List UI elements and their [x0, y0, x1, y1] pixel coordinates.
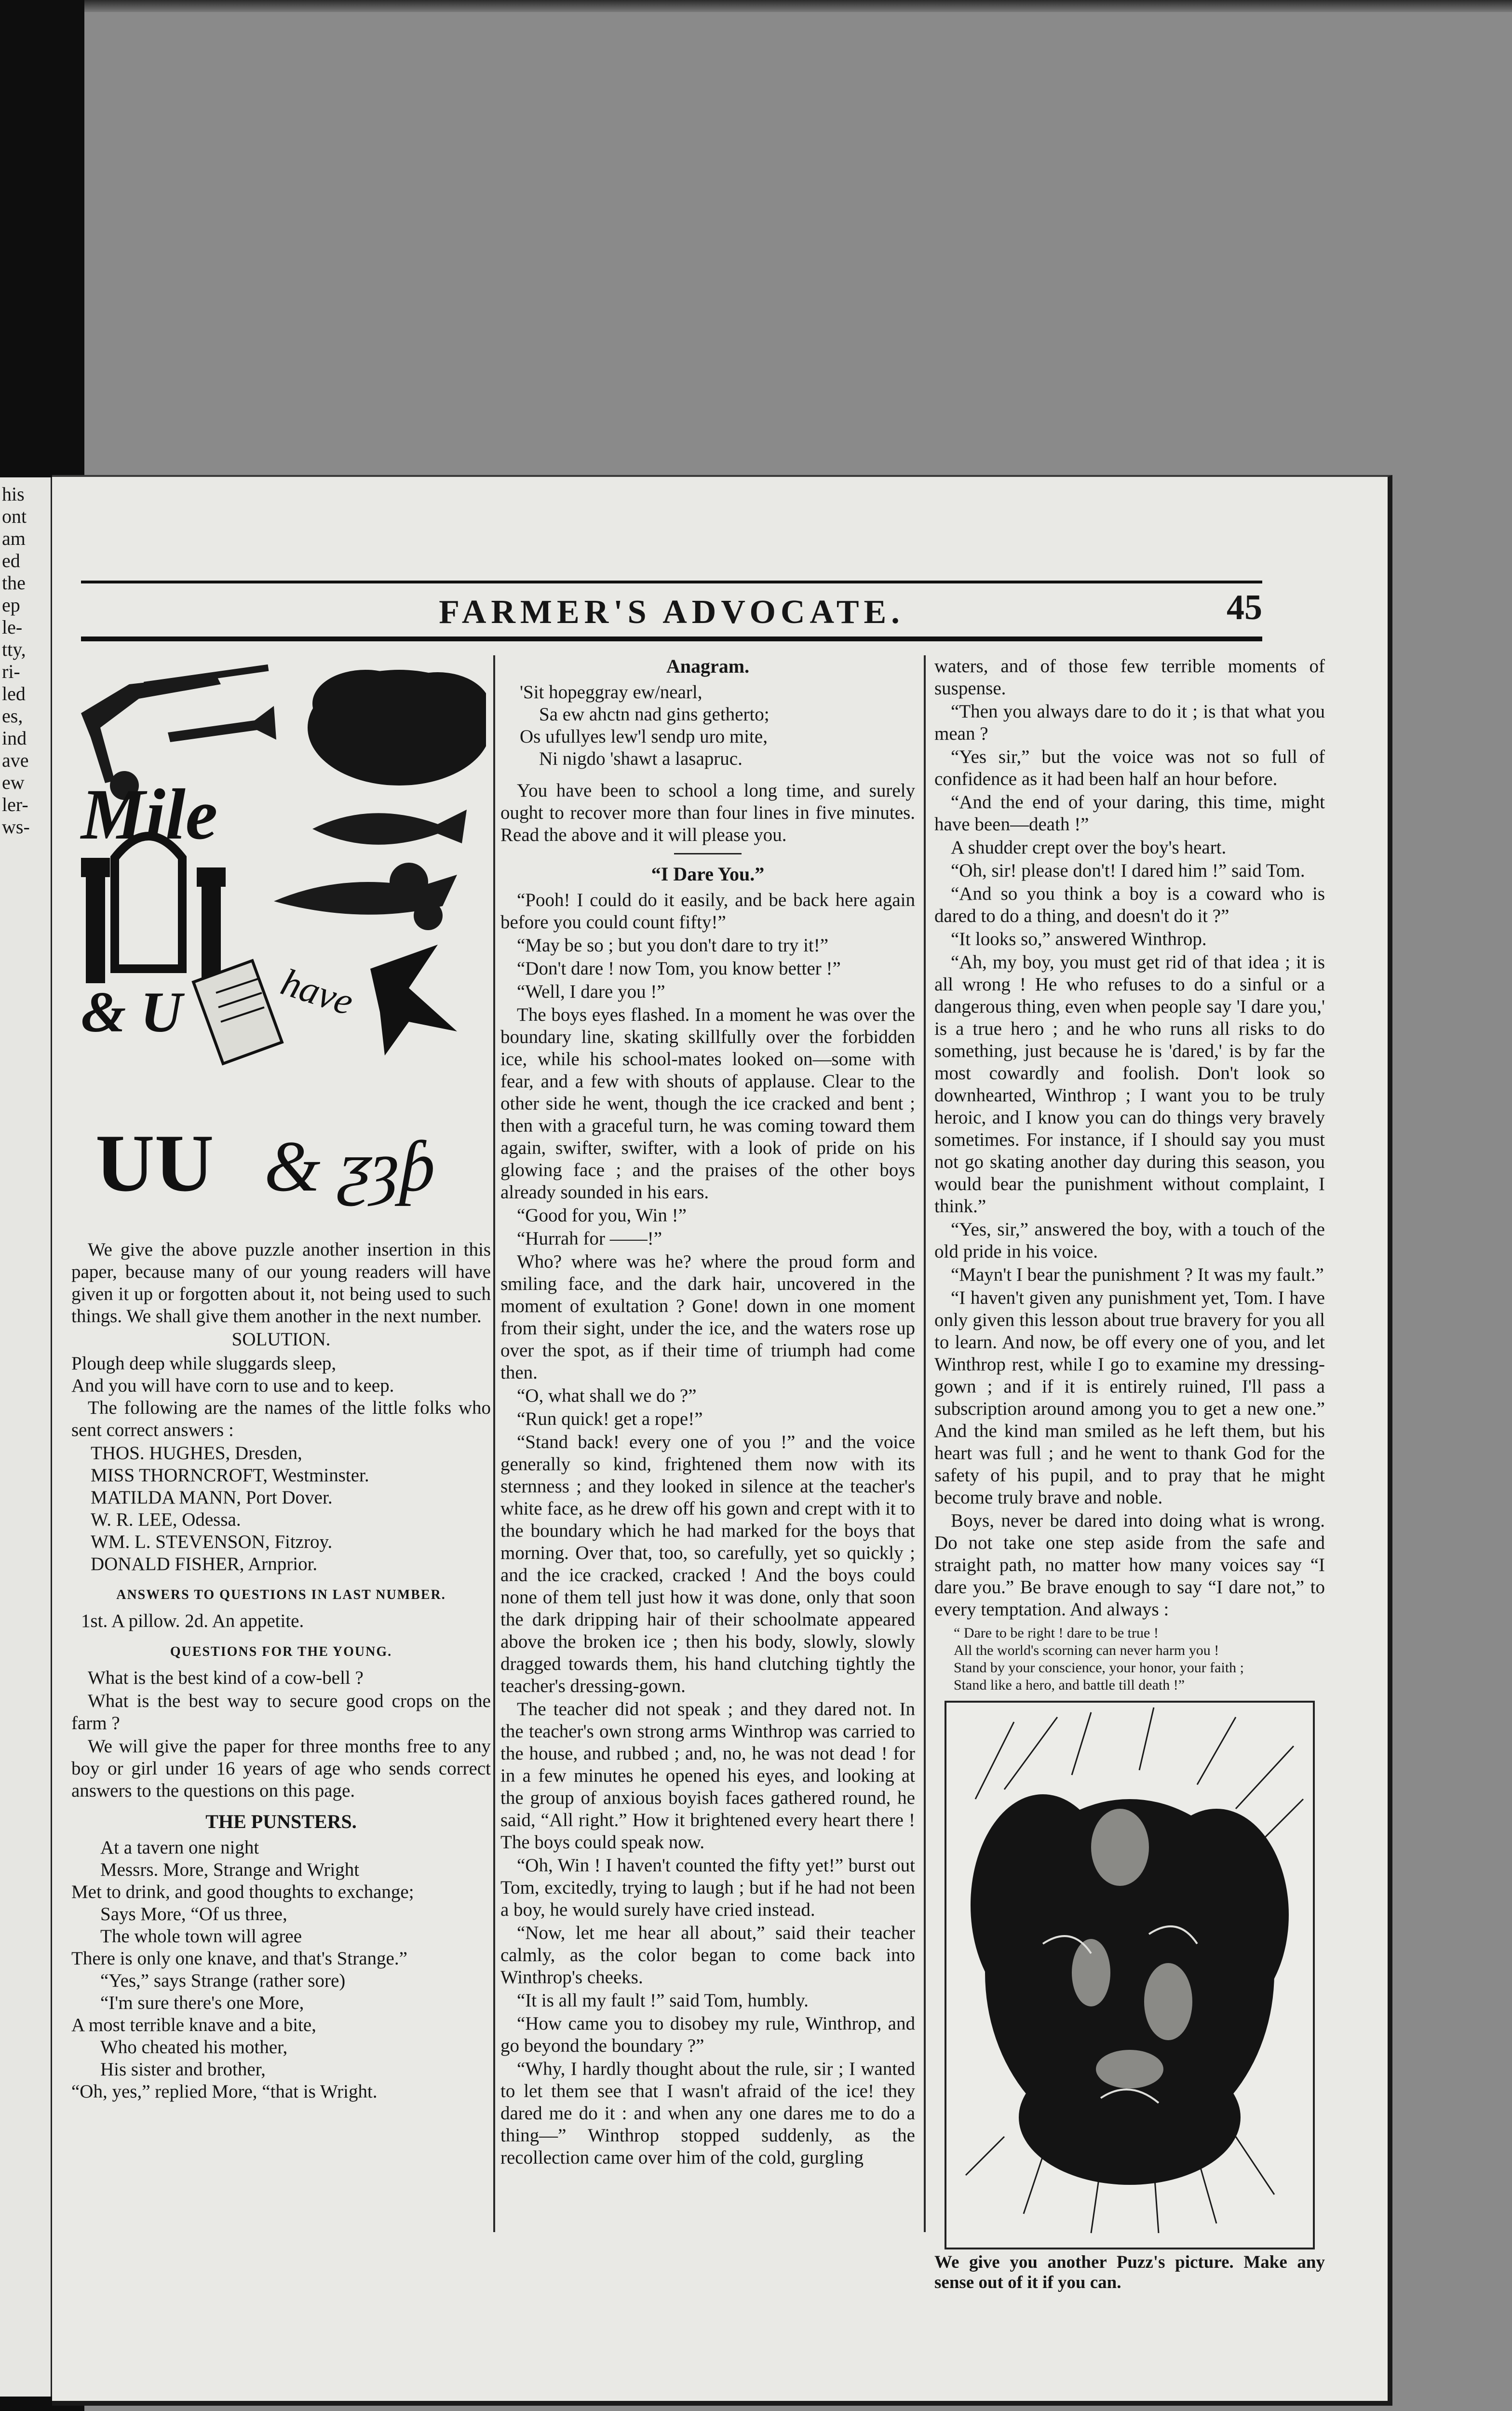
page-title: FARMER'S ADVOCATE.: [439, 594, 904, 631]
solution-heading: SOLUTION.: [231, 1329, 331, 1350]
question: What is the best way to secure good crops on the farm ?: [71, 1691, 491, 1734]
rebus-word-mile: Mile: [81, 774, 218, 854]
anagram-line: Os ufullyes lew'l sendp uro mite,: [520, 726, 768, 747]
previous-page-fragment: am: [2, 528, 26, 549]
story-paragraph: waters, and of those few terrible moments of suspense.: [934, 656, 1325, 699]
trumpet-icon: [168, 706, 276, 742]
story-paragraph: “Good for you, Win !”: [517, 1205, 687, 1226]
solver-name: THOS. HUGHES, Dresden,: [91, 1443, 302, 1463]
previous-page-fragment: ri-: [2, 661, 20, 682]
story-paragraph: “Yes, sir,” answered the boy, with a touch of the old pride in his voice.: [934, 1219, 1325, 1262]
story-paragraph: “And the end of your daring, this time, might have been—death !”: [934, 792, 1325, 835]
previous-page-fragment: led: [2, 683, 26, 704]
story-paragraph: “It looks so,” answered Winthrop.: [951, 929, 1207, 949]
rebus-puzzle-image: [71, 655, 486, 1229]
story-paragraph: “And so you think a boy is a coward who is dared to do a thing, and doesn't do it ?”: [934, 883, 1325, 926]
answers-heading: ANSWERS TO QUESTIONS IN LAST NUMBER.: [116, 1587, 446, 1602]
story-part-2: [934, 655, 1325, 1621]
previous-page-fragment: es,: [2, 705, 23, 727]
newspaper-page: [52, 475, 1392, 2406]
story-paragraph: “How came you to disobey my rule, Winthrop, and go beyond the boundary ?”: [500, 2013, 915, 2056]
rebus-ampersand-u: & U: [81, 980, 182, 1044]
motto-line: “ Dare to be right ! dare to be true !: [954, 1625, 1159, 1641]
story-paragraph: “Why, I hardly thought about the rule, sir ; I wanted to let them see that I wasn't afraid of the ice! they dared me do it : and when any one dares me to do a thing—” Winthrop stopped suddenly, as the recollection came over him of the cold, gurgling: [500, 2059, 915, 2168]
microfilm-top-edge: [84, 0, 1512, 12]
solver-names: [71, 1442, 491, 1575]
previous-page-fragment: le-: [2, 616, 23, 638]
motto-line: All the world's scorning can never harm you !: [954, 1642, 1219, 1658]
bird-icon: [274, 863, 457, 930]
answers-line: 1st. A pillow. 2d. An appetite.: [81, 1611, 304, 1631]
poem-line: “I'm sure there's one More,: [100, 1992, 304, 2013]
puzzle-picture: [945, 1701, 1315, 2249]
solution-line: Plough deep while sluggards sleep,: [71, 1353, 337, 1374]
poem-line: At a tavern one night: [100, 1837, 259, 1858]
previous-page-fragment: ed: [2, 550, 20, 571]
rebus-puzzle-illustration: [71, 655, 486, 1229]
previous-page-fragment: ep: [2, 594, 20, 616]
previous-page-fragment: his: [2, 483, 25, 505]
puzzle-intro: We give the above puzzle another insertion in this paper, because many of our young readers will have given it up or forgotten about it, not being used to such things. We shall give them another in the next number.: [71, 1239, 491, 1327]
masthead: [81, 581, 1262, 641]
scroll-icon: [193, 961, 282, 1064]
story-paragraph: “Pooh! I could do it easily, and be back here again before you could count fifty!”: [500, 890, 915, 933]
story-paragraph: “Then you always dare to do it ; is that what you mean ?: [934, 701, 1325, 744]
question: What is the best kind of a cow-bell ?: [88, 1667, 364, 1688]
story-paragraph: “Oh, sir! please don't! I dared him !” said Tom.: [951, 860, 1305, 881]
motto-verse: [934, 1625, 1325, 1694]
rebus-uu: UU: [95, 1118, 214, 1208]
anagram-line: Sa ew ahctn nad gins gethertо;: [539, 704, 770, 725]
previous-page-fragment: the: [2, 572, 26, 594]
anagram-line: Ni nigdo 'shawt a lasapruc.: [539, 748, 742, 769]
previous-page-fragment: ler-: [2, 794, 28, 815]
previous-page-fragment: tty,: [2, 638, 26, 660]
section-divider: [674, 853, 742, 854]
story-paragraph: “Well, I dare you !”: [517, 981, 665, 1002]
page-number: 45: [1227, 588, 1262, 627]
poem-line: The whole town will agree: [100, 1926, 302, 1947]
question-offer: We will give the paper for three months free to any boy or girl under 16 years of age who sends correct answers to the questions on this page.: [71, 1736, 491, 1801]
column-3: [934, 655, 1325, 2293]
previous-page-fragment: ind: [2, 727, 27, 749]
anagram-lines: [500, 681, 915, 770]
previous-page-fragment: ew: [2, 772, 25, 793]
solver-name: MISS THORNCROFT, Westminster.: [91, 1465, 369, 1486]
story-paragraph: “May be so ; but you don't dare to try it!”: [517, 935, 829, 956]
story-paragraph: The boys eyes flashed. In a moment he was over the boundary line, skating skillfully over the forbidden ice, while his school-mates looked on—some with fear, and a few with shouts of applause. Clear to the other side he went, though the ice cracked and bent ; then with a graceful turn, he was coming toward them again, swifter, swifter, with a look of pride on his glowing face ; and the praises of the other boys already sounded in his ears.: [500, 1004, 915, 1203]
poem-line: “Yes,” says Strange (rather sore): [100, 1970, 346, 1991]
column-rule: [924, 655, 926, 2232]
story-paragraph: “Mayn't I bear the punishment ? It was my fault.”: [951, 1264, 1324, 1285]
puzzle-picture-engraving: [946, 1703, 1313, 2248]
solver-name: WM. L. STEVENSON, Fitzroy.: [91, 1531, 333, 1552]
column-2: [500, 655, 915, 2170]
story-paragraph: “Now, let me hear all about,” said their teacher calmly, as the color began to come back into Winthrop's cheeks.: [500, 1923, 915, 1988]
previous-page-edge: [0, 477, 54, 2397]
solution-line: And you will have corn to use and to keep.: [71, 1375, 394, 1396]
archway-icon: [81, 836, 226, 988]
fish-icon: [312, 810, 467, 845]
poem-line: There is only one knave, and that's Strange.”: [71, 1948, 407, 1969]
punsters-heading: THE PUNSTERS.: [205, 1811, 357, 1832]
story-paragraph: “Ah, my boy, you must get rid of that idea ; it is all wrong ! He who refuses to do a sinful or a dangerous thing, even when people say 'I dare you,' is a true hero ; and he who runs all risks to do something, just because he is 'dared,' is by far the most cowardly and foolish. Don't look so downhearted, Winthrop ; I want you to be truly heroic, and I know you can do things very bravely sometimes. For instance, if I should say you must not go skating another day during this season, you would bear the punishment without complaint, I think.”: [934, 952, 1325, 1217]
poem-line: “Oh, yes,” replied More, “that is Wright.: [71, 2081, 378, 2102]
previous-page-fragment: ont: [2, 505, 27, 527]
story-paragraph: “I haven't given any punishment yet, Tom. I have only given this lesson about true bravery for you all to learn. And now, be off every one of you, and let Winthrop rest, while I go to examine my dressing-gown ; and if it is entirely ruined, I'll pass a subscription around among you to get a new one.” And the kind man smiled as he left them, but his heart was full ; and he went to thank God for the safety of his pupil, and to pray that he might become truly brave and noble.: [934, 1287, 1325, 1508]
story-paragraph: The teacher did not speak ; and they dared not. In the teacher's own strong arms Winthrop was carried to the house, and rubbed ; and, no, he was not dead ! for in a few minutes he opened his eyes, and looking at the group of anxious boyish faces gathered round, he said, “All right.” How it brightened every heart there ! The boys could speak now.: [500, 1699, 915, 1853]
solution-lines: [71, 1353, 491, 1397]
picture-caption: We give you another Puzz's picture. Make any sense out of it if you can.: [934, 2252, 1325, 2292]
column-rule: [493, 655, 495, 2232]
story-part-1: [500, 889, 915, 2169]
previous-page-fragment: ws-: [2, 816, 30, 838]
story-paragraph: “Don't dare ! now Tom, you know better !”: [517, 958, 841, 979]
bush-icon: [308, 670, 486, 786]
story-paragraph: “Oh, Win ! I haven't counted the fifty yet!” burst out Tom, excitedly, trying to laugh ; but if he had not been a boy, he would surely have cried instead.: [500, 1855, 915, 1920]
solver-name: MATILDA MANN, Port Dover.: [91, 1487, 333, 1508]
story-paragraph: A shudder crept over the boy's heart.: [951, 837, 1227, 858]
story-paragraph: Boys, never be dared into doing what is wrong. Do not take one step aside from the safe and straight path, no matter how many voices say “I dare you.” Be brave enough to say “I dare not,” to every temptation. And always :: [934, 1510, 1325, 1620]
story-paragraph: “Run quick! get a rope!”: [517, 1409, 703, 1429]
poem-line: Met to drink, and good thoughts to exchange;: [71, 1882, 414, 1902]
solver-name: DONALD FISHER, Arnprior.: [91, 1554, 318, 1574]
rebus-ampersand-glyphs: & ƺȝƥ: [264, 1126, 435, 1206]
anagram-note: You have been to school a long time, and surely ought to recover more than four lines in five minutes. Read the above and it will please you.: [500, 780, 915, 845]
punsters-poem: [71, 1837, 491, 2103]
anagram-heading: Anagram.: [666, 655, 750, 677]
anagram-line: 'Sit hopeggray ew/nearl,: [520, 682, 702, 703]
poem-line: His sister and brother,: [100, 2059, 266, 2080]
story-paragraph: “Hurrah for ——!”: [517, 1228, 662, 1249]
questions-heading: QUESTIONS FOR THE YOUNG.: [170, 1644, 392, 1659]
column-1: [71, 655, 491, 2103]
story-paragraph: Who? where was he? where the proud form and smiling face, and the dark hair, uncovered in the moment of exultation ? Gone! down in one moment from their sight, under the ice, and the waters rose up over the spot, as if their time of triumph had come then.: [500, 1251, 915, 1383]
previous-page-fragment: ave: [2, 749, 29, 771]
rebus-word-have: have: [276, 961, 359, 1024]
motto-line: Stand by your conscience, your honor, your faith ;: [954, 1660, 1244, 1676]
poem-line: Who cheated his mother,: [100, 2037, 288, 2058]
story-paragraph: “Yes sir,” but the voice was not so full of confidence as it had been half an hour before.: [934, 746, 1325, 789]
story-heading: “I Dare You.”: [651, 863, 765, 885]
previous-page-text: [0, 483, 51, 838]
story-paragraph: “It is all my fault !” said Tom, humbly.: [517, 1990, 809, 2011]
flying-bird-icon: [370, 945, 457, 1056]
poem-line: Messrs. More, Strange and Wright: [100, 1859, 360, 1880]
poem-line: A most terrible knave and a bite,: [71, 2015, 316, 2035]
poem-line: Says More, “Of us three,: [100, 1904, 287, 1924]
story-paragraph: “Stand back! every one of you !” and the voice generally so kind, frightened them now with its sternness ; and they looked in silence at the teacher's white face, as he drew off his gown and crept with it to the boundary which he had marked for the boys that morning. Over that, too, so carefully, yet so quickly ; and the ice cracked, cracked ! And the boys could none of them tell just how it was done, only that soon the dark dripping hair of their schoolmate appeared above the broken ice ; then his body, slowly, slowly dragged towards them, his hand clutching tightly the teacher's dressing-gown.: [500, 1432, 915, 1696]
story-paragraph: “O, what shall we do ?”: [517, 1385, 697, 1406]
motto-line: Stand like a hero, and battle till death !”: [954, 1677, 1185, 1693]
answers-intro: The following are the names of the little folks who sent correct answers :: [71, 1397, 491, 1440]
solver-name: W. R. LEE, Odessa.: [91, 1509, 241, 1530]
